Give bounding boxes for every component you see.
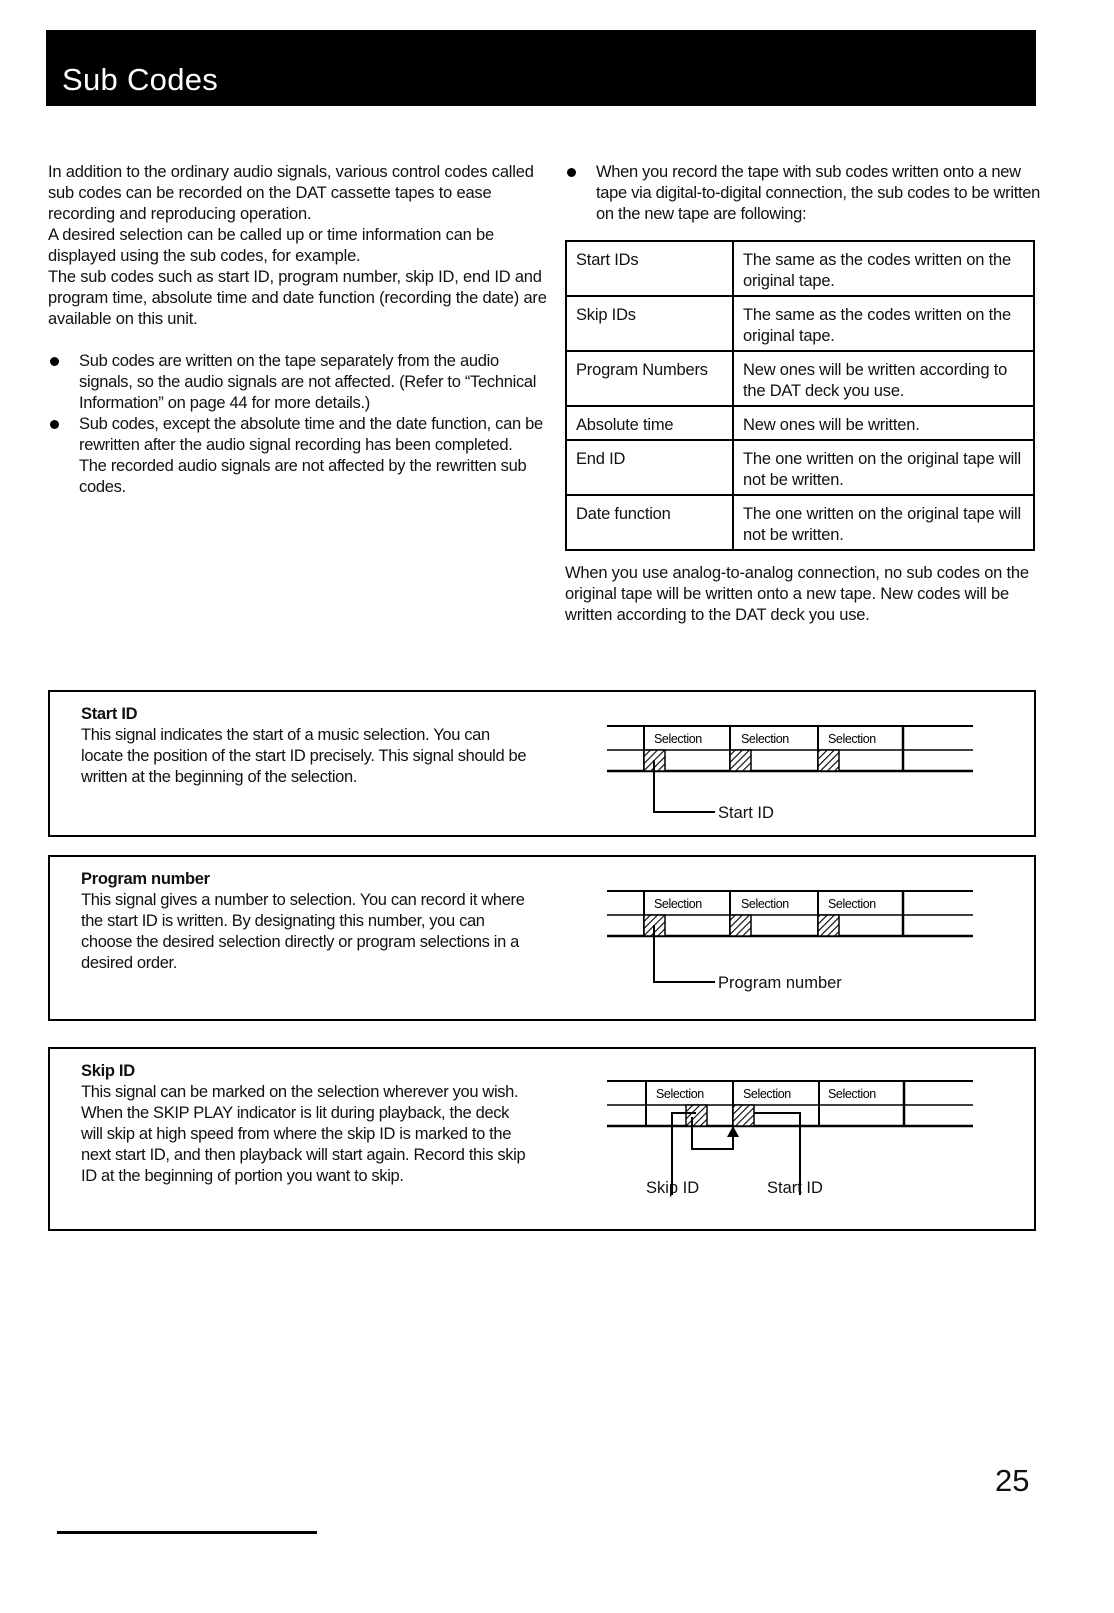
result-cell: New ones will be written according to the DAT deck you use. <box>733 351 1034 406</box>
cell-label: Selection <box>828 1087 876 1101</box>
table-row <box>566 440 1034 495</box>
bullet-text: Sub codes, except the absolute time and the date function, can be rewritten after the audio signal recording has been completed. <box>79 415 543 454</box>
title-bar <box>46 30 1036 106</box>
code-cell: Skip IDs <box>566 296 733 351</box>
code-cell: End ID <box>566 440 733 495</box>
footer-rule <box>57 1531 317 1534</box>
code-cell: Start IDs <box>566 241 733 296</box>
cell-label: Selection <box>743 1087 791 1101</box>
bullet-item <box>48 414 548 498</box>
skip-id-label: Skip ID <box>646 1179 700 1197</box>
result-cell: The one written on the original tape will not be written. <box>733 440 1034 495</box>
program-number-text <box>81 869 531 974</box>
section-heading: Start ID <box>81 705 138 723</box>
program-number-label: Program number <box>718 974 842 992</box>
bullet-icon <box>567 168 576 177</box>
result-cell: The one written on the original tape will not be written. <box>733 495 1034 550</box>
cell-label: Selection <box>828 732 876 746</box>
cell-label: Selection <box>741 897 789 911</box>
sub-code-table <box>565 240 1035 551</box>
page-number: 25 <box>995 1463 1030 1498</box>
result-cell: The same as the codes written on the original tape. <box>733 296 1034 351</box>
start-id-diagram <box>607 722 977 822</box>
table-row <box>566 296 1034 351</box>
start-id-label: Start ID <box>718 804 774 822</box>
bullet-icon <box>50 357 59 366</box>
code-cell: Program Numbers <box>566 351 733 406</box>
program-number-section <box>48 855 1036 1021</box>
intro-paragraph: The sub codes such as start ID, program number, skip ID, end ID and program time, absolute time and date function (recording the date) are available on this unit. <box>48 268 547 328</box>
table-row <box>566 406 1034 440</box>
skip-id-text <box>81 1061 531 1187</box>
code-cell: Absolute time <box>566 406 733 440</box>
section-body: This signal indicates the start of a music selection. You can locate the position of the start ID precisely. This signal should be written at the beginning of the selection. <box>81 726 527 786</box>
start-id-label: Start ID <box>767 1179 823 1197</box>
start-id-text <box>81 704 531 788</box>
result-cell: New ones will be written. <box>733 406 1034 440</box>
cell-label: Selection <box>741 732 789 746</box>
bullet-text: Sub codes are written on the tape separately from the audio signals, so the audio signals are not affected. (Refer to “Technical Information” on page 44 for more details.) <box>79 352 537 412</box>
start-id-section <box>48 690 1036 837</box>
intro-paragraph: A desired selection can be called up or time information can be displayed using the sub codes, for example. <box>48 226 495 265</box>
table-row <box>566 495 1034 550</box>
section-body: This signal can be marked on the selection wherever you wish. When the SKIP PLAY indicator is lit during playback, the deck will skip at high speed from where the skip ID is marked to the next start ID, and then playback will start again. Record this skip ID at the beginning of portion you want to skip. <box>81 1083 526 1185</box>
bullet-item <box>565 162 1045 225</box>
page-title: Sub Codes <box>62 62 219 97</box>
cell-label: Selection <box>654 732 702 746</box>
code-cell: Date function <box>566 495 733 550</box>
section-heading: Program number <box>81 870 210 888</box>
bullet-text: When you record the tape with sub codes written onto a new tape via digital-to-digital connection, the sub codes to be written on the new tape are following: <box>596 163 1041 223</box>
digital-copy-bullet-list <box>565 162 1045 225</box>
analog-note: When you use analog-to-analog connection, no sub codes on the original tape will be written onto a new tape. New codes will be written according to the DAT deck you use. <box>565 564 1029 624</box>
skip-id-section <box>48 1047 1036 1231</box>
bullet-icon <box>50 420 59 429</box>
section-heading: Skip ID <box>81 1062 135 1080</box>
cell-label: Selection <box>656 1087 704 1101</box>
cell-label: Selection <box>654 897 702 911</box>
table-row <box>566 241 1034 296</box>
digital-copy-column <box>565 162 1045 626</box>
result-cell: The same as the codes written on the original tape. <box>733 241 1034 296</box>
section-body: This signal gives a number to selection. You can record it where the start ID is written. By designating this number, you can choose the desired selection directly or program selections in a desired order. <box>81 891 525 972</box>
bullet-item <box>48 351 548 414</box>
intro-column <box>48 162 548 498</box>
table-row <box>566 351 1034 406</box>
bullet-extra-text: The recorded audio signals are not affected by the rewritten sub codes. <box>79 457 527 496</box>
intro-paragraph: In addition to the ordinary audio signals, various control codes called sub codes can be recorded on the DAT cassette tapes to ease recording and reproducing operation. <box>48 163 534 223</box>
cell-label: Selection <box>828 897 876 911</box>
intro-bullet-list <box>48 351 548 498</box>
